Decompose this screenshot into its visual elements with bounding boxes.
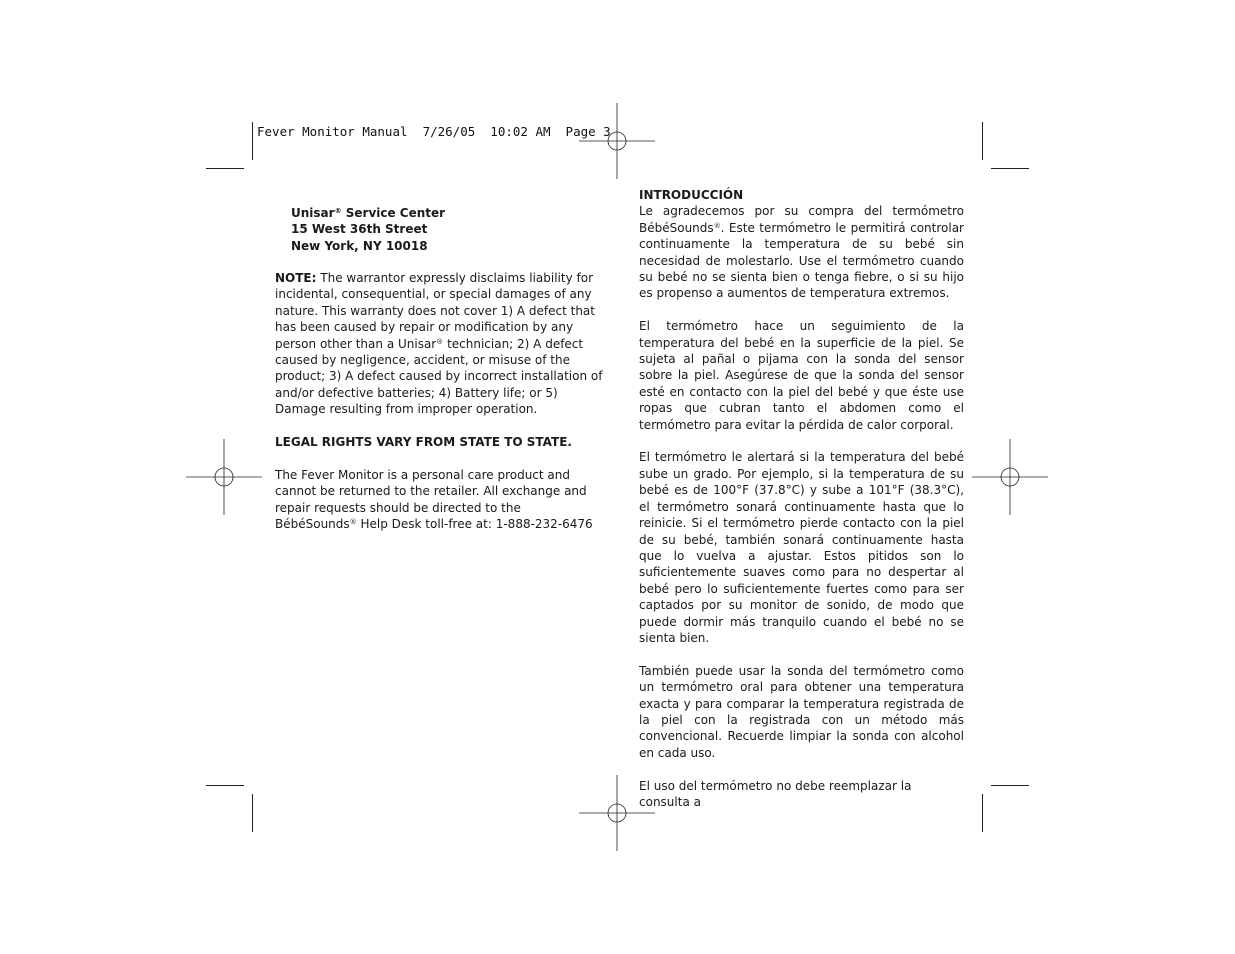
address-line-2: 15 West 36th Street — [291, 222, 428, 237]
registered-mark: ® — [349, 518, 357, 527]
intro-paragraph-5: El uso del termómetro no debe reemplazar la consulta a — [639, 778, 912, 809]
legal-heading — [275, 434, 605, 450]
address-line-3: New York, NY 10018 — [291, 238, 428, 253]
crop-mark-top-left-v — [252, 122, 253, 160]
return-text-b: Help Desk toll-free at: 1-888-232-6476 — [356, 517, 593, 532]
p1-text-b: . Este termómetro le permitirá controlar continuamente la temperatura de su bebé sin necesidad de molestarlo. Use el termómetro cuando su bebé no se sienta bien o tenga fiebre, o si su hijo es propenso a aumentos de temperatura extremos. — [639, 220, 964, 301]
crop-mark-bottom-right-v — [982, 794, 983, 832]
intro-paragraph-3: El termómetro le alertará si la temperatura del bebé sube un grado. Por ejemplo, si la temperatura de su bebé es de 100°F (37.8°C) y sube a 101°F (38.3°C), el termómetro sonará continuamente hasta que lo reinicie. Si el termómetro pierde contacto con la piel de su bebé, también sonará continuamente hasta que lo vuelva a ajustar. Estos pitidos son lo suficientemente suaves como para no despertar al bebé pero lo suficientemente fuertes como para ser captados por su monitor de sonido, de modo que puede dormir más tranquilo cuando el bebé no se sienta bien. — [639, 450, 964, 645]
service-center-address — [291, 205, 445, 254]
crop-mark-top-right-v — [982, 122, 983, 160]
intro-paragraph-2: El termómetro hace un seguimiento de la temperatura del bebé en la superficie de la piel. Se sujeta al pañal o pijama con la sonda del sensor sobre la piel. Asegúrese de que la sonda del sensor esté en contacto con la piel del bebé y que éste use ropas que cubran tanto el abdomen como el termómetro para evitar la pérdida de calor corporal. — [639, 319, 964, 432]
registration-mark-left — [186, 439, 262, 515]
p1-text-a: Le agradecemos por su compra del termómetro BébéSounds — [639, 204, 964, 235]
registered-mark: ® — [436, 337, 444, 346]
return-policy — [275, 467, 605, 533]
note-text-b: technician; 2) A defect caused by negligence, accident, or misuse of the product; 3) A defect caused by incorrect installation of and/or defective batteries; 4) Battery life; or 5) Damage resulting from improper operation. — [275, 336, 603, 417]
registered-mark: ® — [713, 221, 721, 230]
introduccion-heading: INTRODUCCIÓN — [639, 188, 744, 202]
note-label: NOTE: — [275, 271, 317, 285]
warranty-note — [275, 270, 605, 418]
address-line-1 — [291, 205, 445, 221]
legal-heading-text: LEGAL RIGHTS VARY FROM STATE TO STATE. — [275, 435, 572, 450]
crop-mark-top-right-h — [991, 168, 1029, 169]
crop-mark-bottom-right-h — [991, 785, 1029, 786]
crop-mark-bottom-left-v — [252, 794, 253, 832]
left-page-text — [275, 270, 605, 532]
right-page-text — [639, 187, 964, 810]
registered-mark: ® — [334, 207, 342, 215]
section-heading — [639, 187, 964, 203]
crop-mark-bottom-left-h — [206, 785, 244, 786]
print-slug: Fever Monitor Manual 7/26/05 10:02 AM Page 3 — [257, 124, 611, 139]
note-text-a: The warrantor expressly disclaims liability for incidental, consequential, or special damages of any nature. This warranty does not cover 1) A defect that has been caused by repair or modification by any person other than a Unisar — [275, 271, 595, 351]
intro-paragraph-4: También puede usar la sonda del termómetro como un termómetro oral para obtener una temperatura exacta y para comparar la temperatura registrada de la piel con la registrada con un método más convencional. Recuerde limpiar la sonda con alcohol en cada uso. — [639, 663, 964, 760]
intro-paragraph-1 — [639, 203, 964, 301]
address-service-center: Service Center — [341, 206, 446, 220]
registration-mark-top — [579, 103, 655, 179]
return-text-a: The Fever Monitor is a personal care product and cannot be returned to the retailer. All exchange and repair requests should be directed to the BébéSounds — [275, 467, 587, 532]
crop-mark-top-left-h — [206, 168, 244, 169]
address-company: Unisar — [291, 206, 335, 220]
registration-mark-right — [972, 439, 1048, 515]
